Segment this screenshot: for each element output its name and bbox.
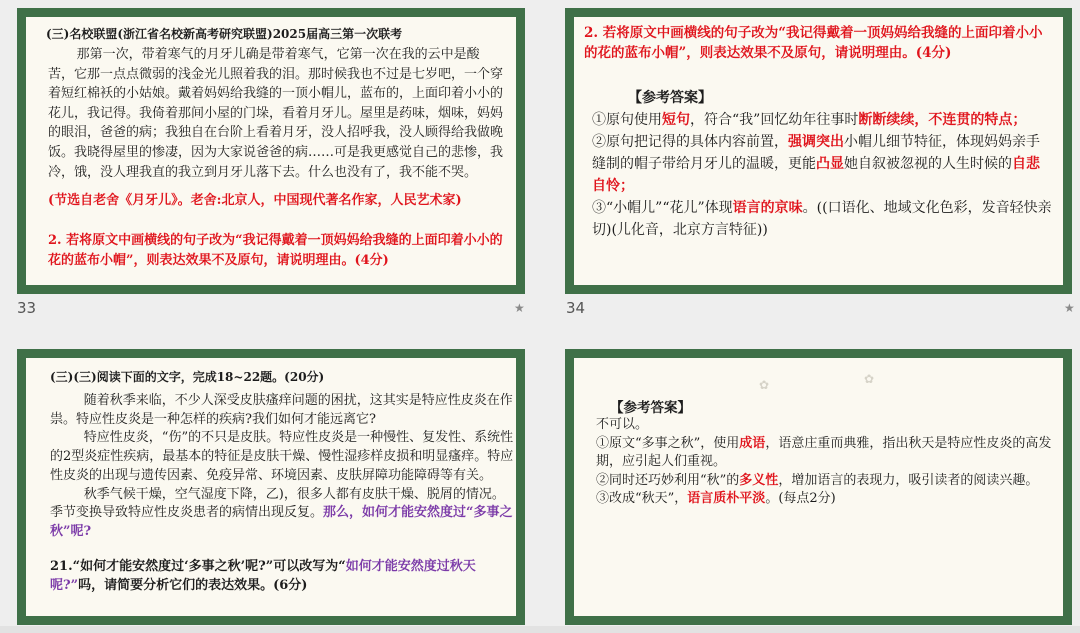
answer-point-2: ②同时还巧妙利用“秋”的多义性，增加语言的表现力，吸引读者的阅读兴趣。: [596, 472, 1039, 488]
answer-point-3: ③“小帽儿”“花儿”体现语言的京味。((口语化、地域文化色彩，发音轻快亲切)(儿化音，北京方言特征)): [592, 200, 1052, 238]
passage-source: (节选自老舍《月牙儿》。老舍:北京人，中国现代著名作家，人民艺术家): [48, 193, 462, 208]
answer-tag: 【参考答案】: [628, 90, 712, 106]
slide-number: 33: [17, 299, 37, 317]
star-icon[interactable]: ★: [1064, 301, 1075, 315]
slide-content: [26, 17, 516, 285]
horizontal-scrollbar[interactable]: [0, 626, 1080, 633]
passage-header: (三)(三)阅读下面的文字，完成18~22题。(20分): [50, 370, 325, 384]
question-text: 21.“如何才能安然度过‘多事之秋’呢?”可以改写为“如何才能安然度过秋天呢?”吗，请简要分析它们的表达效果。(6分): [50, 559, 476, 593]
slide-content: [574, 358, 1063, 616]
answer-body: [596, 416, 1056, 509]
slide-thumbnail-33[interactable]: [17, 8, 525, 294]
slide-thumbnail-34[interactable]: [565, 8, 1072, 294]
question-text: 2. 若将原文中画横线的句子改为“我记得戴着一顶妈妈给我缝的上面印着小小的花的蓝布小帽”，则表达效果不及原句，请说明理由。(4分): [584, 25, 1043, 61]
paragraph: 随着秋季来临，不少人深受皮肤瘙痒问题的困扰，这其实是特应性皮炎在作祟。特应性皮炎是一种怎样的疾病?我们如何才能远离它?: [50, 393, 513, 427]
slide-number: 34: [566, 299, 586, 317]
decoration-icon: ✿: [864, 372, 875, 386]
answer-point-2: ②原句把记得的具体内容前置，强调突出小帽儿细节特征，体现妈妈亲手缝制的帽子带给月牙儿的温暖，更能凸显她自叙被忽视的人生时候的自悲自怜；: [592, 134, 1040, 194]
answer-point-3: ③改成“秋天”，语言质朴平淡。(每点2分): [596, 491, 836, 507]
answer-point-1: ①原文“多事之秋”，使用成语，语意庄重而典雅，指出秋天是特应性皮炎的高发期，应引起人们重视。: [596, 435, 1052, 470]
passage-body: [50, 392, 516, 542]
passage-header: (三)名校联盟(浙江省名校新高考研究联盟)2025届高三第一次联考: [46, 27, 403, 41]
decoration-icon: ✿: [759, 378, 770, 392]
answer-body: [592, 109, 1052, 241]
slide-thumbnail-36[interactable]: [565, 349, 1072, 625]
answer-line: 不可以。: [596, 417, 649, 432]
paragraph: 秋季气候干燥，空气湿度下降，乙)，很多人都有皮肤干燥、脱屑的情况。季节变换导致特应性皮炎患者的病情出现反复。那么，如何才能安然度过“多事之秋”呢?: [50, 486, 513, 539]
star-icon[interactable]: ★: [514, 301, 525, 315]
question-text: 2. 若将原文中画横线的句子改为“我记得戴着一顶妈妈给我缝的上面印着小小的花的蓝布小帽”，则表达效果不及原句，请说明理由。(4分): [48, 233, 503, 268]
slide-content: [26, 358, 516, 616]
paragraph: 特应性皮炎，“伤”的不只是皮肤。特应性皮炎是一种慢性、复发性、系统性的2型炎症性疾病，最基本的特征是皮肤干燥、慢性湿疹样皮损和明显瘙痒。特应性皮炎的出现与遗传因素、免疫异常、环境因素、皮肤屏障功能障碍等有关。: [50, 430, 514, 483]
answer-point-1: ①原句使用短句，符合“我”回忆幼年往事时断断续续，不连贯的特点；: [592, 112, 1027, 128]
slide-content: [574, 17, 1063, 285]
slide-thumbnail-35[interactable]: [17, 349, 525, 625]
passage-body: 那第一次，带着寒气的月牙儿确是带着寒气，它第一次在我的云中是酸苦，它那一点点微弱的浅金光儿照着我的泪。那时候我也不过是七岁吧，一个穿着短红棉袄的小姑娘。戴着妈妈给我缝的一顶小帽儿，蓝布的，上面印着小小的花儿，我记得。我倚着那间小屋的门垛，看着月牙儿。屋里是药味，烟味，妈妈的眼泪，爸爸的病；我独自在台阶上看着月牙，没人招呼我，没人顾得给我做晚饭。我晓得屋里的惨凄，因为大家说爸爸的病……可是我更感觉自己的悲惨，我冷，饿，没人理我直的我立到月牙儿落下去。什么也没有了，我不能不哭。: [48, 47, 504, 180]
answer-tag: 【参考答案】: [610, 400, 691, 416]
